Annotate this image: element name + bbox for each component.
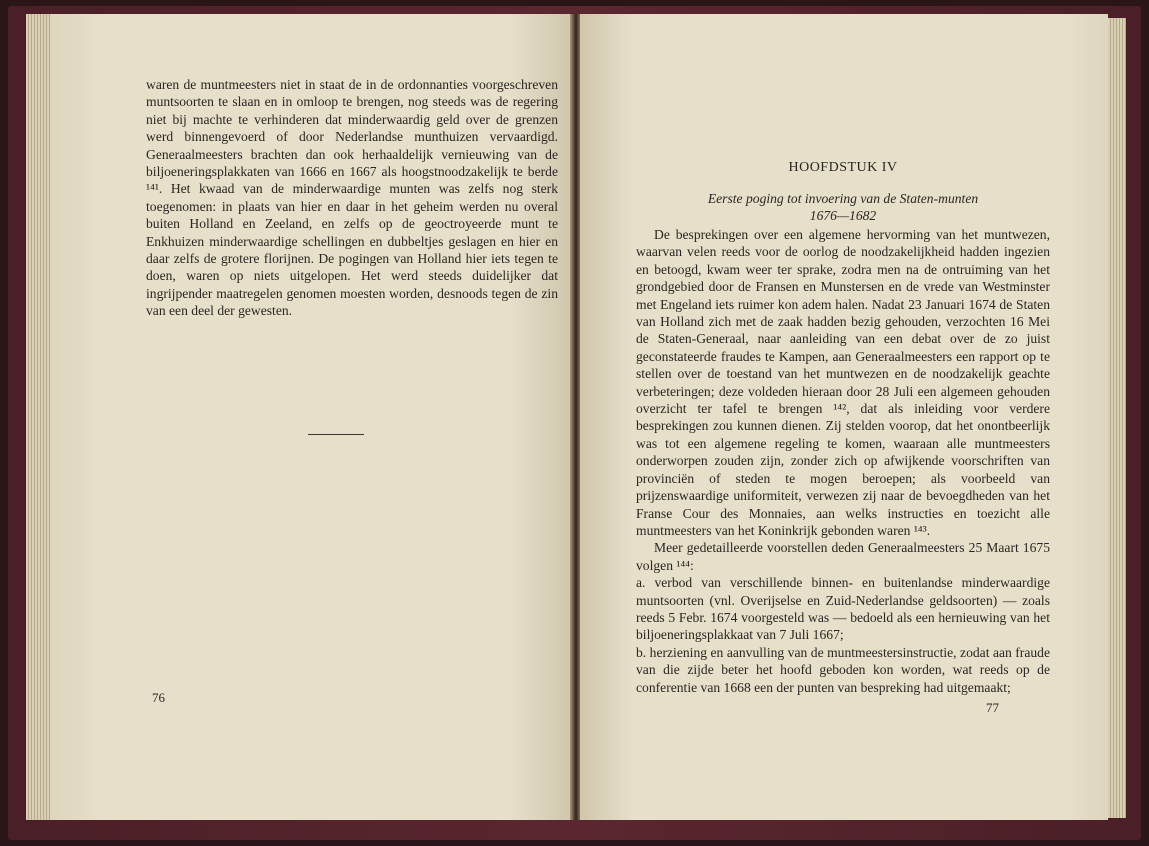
page-edges-left xyxy=(26,14,50,820)
left-page xyxy=(50,14,572,820)
section-divider xyxy=(308,434,364,435)
right-page-text xyxy=(636,226,1050,696)
subtitle-line-2: 1676—1682 xyxy=(809,208,877,223)
subtitle-line-1: Eerste poging tot invoering van de Staten-munten xyxy=(707,191,979,206)
right-page xyxy=(580,14,1108,820)
list-item-a: a. verbod van verschillende binnen- en buitenlandse minderwaardige muntsoorten (vnl. Overijselse en Zuid-Nederlandse geldsoorten) — zoals reeds 5 Febr. 1674 voorgesteld was — bedoeld als een hernieuwing van het biljoeneringsplakkaat van 7 Juli 1667; xyxy=(636,575,1050,643)
page-number-left: 76 xyxy=(152,690,165,705)
list-item-b: b. herziening en aanvulling van de muntmeestersinstructie, zodat aan fraude van die zijde beter het hoofd geboden kon worden, wat reeds op de conferentie van 1668 een der punten van bespreking had uitgemaakt; xyxy=(636,644,1050,695)
left-page-text xyxy=(146,76,558,320)
left-paragraph: waren de muntmeesters niet in staat de in de ordonnanties voorgeschreven muntsoorten te slaan en in omloop te brengen, nog steeds was de regering niet bij machte te verhinderen dat minderwaardig geld over de grenzen werd binnengevoerd of door Nederlandse munthuizen vervaardigd. Generaalmeesters brachten dan ook herhaaldelijk vernieuwing van de biljoeneringsplakkaten van 1666 en 1667 als hoogstnoodzakelijk te berde ¹⁴¹. Het kwaad van de minderwaardige munten was zelfs nog sterk toegenomen: in plaats van hier en daar in het geheim werden nu overal buiten Holland en Zeeland, en zelfs op de geoctroyeerde munt te Enkhuizen minderwaardige schellingen en dubbeltjes geslagen en hier en daar zelfs de grotere florijnen. De pogingen van Holland hier iets tegen te doen, waren op niets uitgelopen. Het werd steeds duidelijker dat ingrijpender maatregelen genomen moesten worden, desnoods tegen de zin van een deel der gewesten. xyxy=(146,77,558,319)
page-number-right: 77 xyxy=(986,700,999,715)
right-paragraph-1: De besprekingen over een algemene hervorming van het muntwezen, waarvan velen reeds voor de oorlog de noodzakelijkheid hadden ingezien en betoogd, kwam weer ter sprake, zodra men na de ontruiming van het grondgebied door de Fransen en Munstersen en de vrede van Westminster met Engeland iets ruimer kon adem halen. Nadat 23 Januari 1674 de Staten van Holland zich met de zaak hadden bezig gehouden, verzochten 16 Mei de Staten-Generaal, naar aanleiding van een debat over de zo juist geconstateerde fraudes te Kampen, aan Generaalmeesters een rapport op te stellen over de toestand van het muntwezen en de noodzakelijk geachte verbeteringen; deze voldeden hieraan door 28 Juli een algemeen gehouden overzicht ter tafel te brengen ¹⁴², dat als inleiding voor verdere besprekingen zou kunnen dienen. Zij stelden voorop, dat het onontbeerlijk was tot een algemene regeling te komen, waaraan alle muntmeesters onderworpen zouden zijn, zonder zich op afwijkende voorschriften van provinciën of steden te mogen beroepen; als voorbeeld van prijzenswaardige uniformiteit, verwezen zij naar de bevoegdheden van het Franse Cour des Monnaies, aan welks instructies en toezicht alle muntmeesters van het Koninkrijk gebonden waren ¹⁴³. xyxy=(636,227,1050,538)
chapter-subtitle xyxy=(636,190,1050,224)
right-paragraph-2: Meer gedetailleerde voorstellen deden Generaalmeesters 25 Maart 1675 volgen ¹⁴⁴: xyxy=(636,540,1050,573)
chapter-title: HOOFDSTUK IV xyxy=(788,160,898,175)
page-edges-right xyxy=(1108,18,1126,818)
